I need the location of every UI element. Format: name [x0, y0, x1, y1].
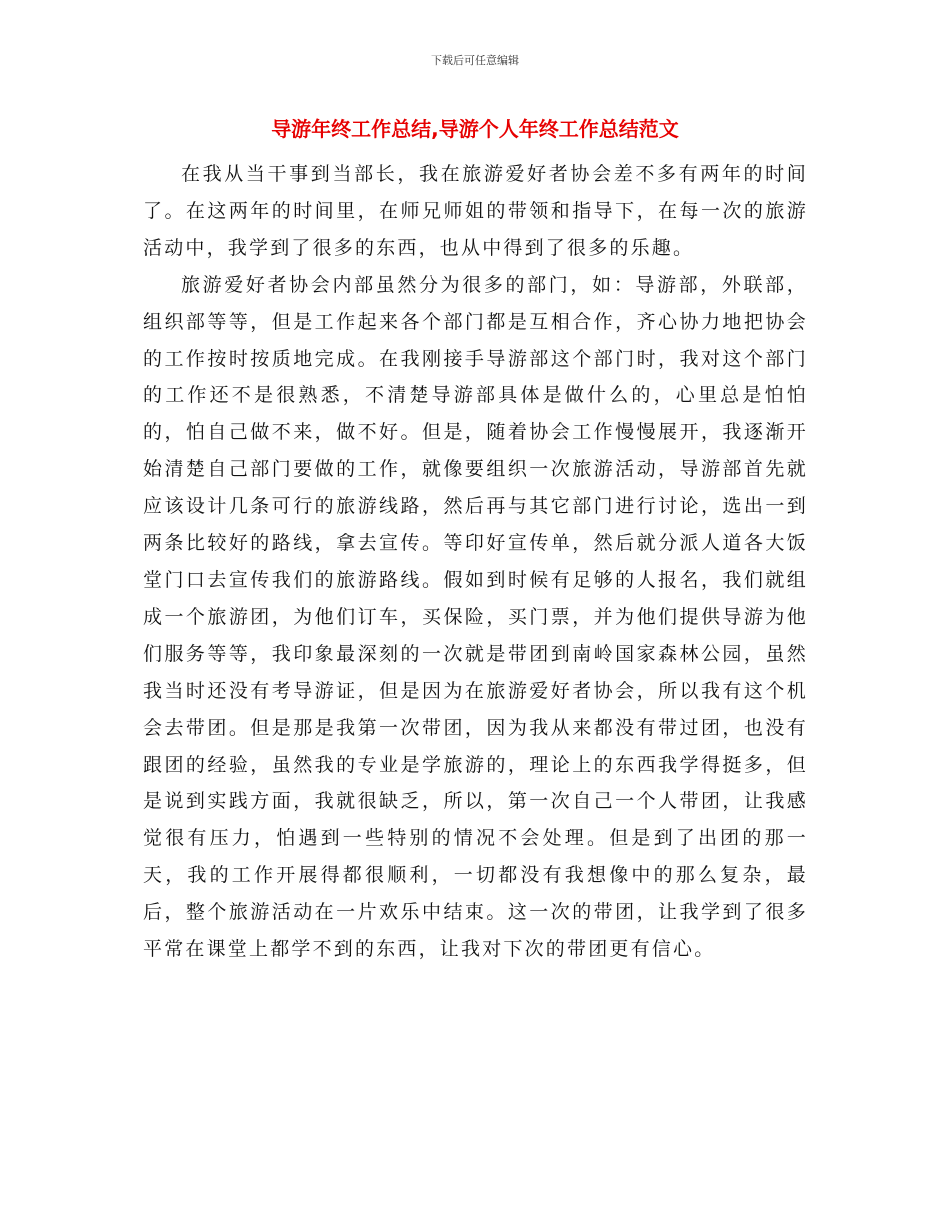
paragraph: 在我从当干事到当部长，我在旅游爱好者协会差不多有两年的时间了。在这两年的时间里，在师兄师姐的带领和指导下，在每一次的旅游活动中，我学到了很多的东西，也从中得到了很多的乐趣。 — [143, 163, 808, 259]
header-note: 下载后可任意编辑 — [431, 54, 519, 67]
document-body — [143, 156, 808, 968]
paragraph: 旅游爱好者协会内部虽然分为很多的部门，如：导游部，外联部，组织部等等，但是工作起来各个部门都是互相合作，齐心协力地把协会的工作按时按质地完成。在我刚接手导游部这个部门时，我对这个部门的工作还不是很熟悉，不清楚导游部具体是做什么的，心里总是怕怕的，怕自己做不来，做不好。但是，随着协会工作慢慢展开，我逐渐开始清楚自己部门要做的工作，就像要组织一次旅游活动，导游部首先就应该设计几条可行的旅游线路，然后再与其它部门进行讨论，选出一到两条比较好的路线，拿去宣传。等印好宣传单，然后就分派人道各大饭堂门口去宣传我们的旅游路线。假如到时候有足够的人报名，我们就组成一个旅游团，为他们订车，买保险，买门票，并为他们提供导游为他们服务等等，我印象最深刻的一次就是带团到南岭国家森林公园，虽然我当时还没有考导游证，但是因为在旅游爱好者协会，所以我有这个机会去带团。但是那是我第一次带团，因为我从来都没有带过团，也没有跟团的经验，虽然我的专业是学旅游的，理论上的东西我学得挺多，但是说到实践方面，我就很缺乏，所以，第一次自己一个人带团，让我感觉很有压力，怕遇到一些特别的情况不会处理。但是到了出团的那一天，我的工作开展得都很顺利，一切都没有我想像中的那么复杂，最后，整个旅游活动在一片欢乐中结束。这一次的带团，让我学到了很多平常在课堂上都学不到的东西，让我对下次的带团更有信心。 — [143, 273, 808, 961]
document-title: 导游年终工作总结,导游个人年终工作总结范文 — [271, 117, 679, 141]
